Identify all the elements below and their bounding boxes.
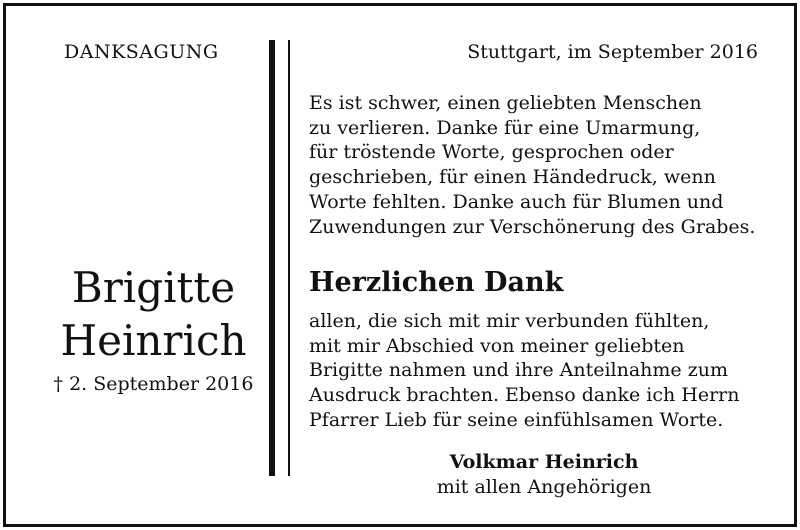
death-date: † 2. September 2016	[53, 373, 254, 395]
deceased-first-name: Brigitte	[71, 263, 236, 312]
text-line: für tröstende Worte, gesprochen oder	[309, 141, 674, 164]
signature-block	[309, 450, 779, 500]
text-line: Worte fehlten. Danke auch für Blumen und	[309, 190, 724, 213]
notice-heading: DANKSAGUNG	[64, 41, 219, 63]
deceased-last-name: Heinrich	[60, 316, 247, 365]
text-line: mit mir Abschied von meiner geliebten	[309, 334, 685, 357]
text-line: Ausdruck brachten. Ebenso danke ich Herrn	[309, 384, 740, 407]
divider-thin	[288, 40, 290, 476]
deceased-name	[46, 261, 261, 367]
text-line: Es ist schwer, einen geliebten Menschen	[309, 92, 702, 114]
signer-note: mit allen Angehörigen	[436, 476, 652, 498]
obituary-notice	[3, 3, 797, 527]
text-line: Zuwendungen zur Verschönerung des Grabes.	[309, 215, 756, 238]
signer-name: Volkmar Heinrich	[449, 451, 639, 473]
text-line: Brigitte nahmen und ihre Anteilnahme zum	[309, 359, 728, 382]
text-line: allen, die sich mit mir verbunden fühlten,	[309, 310, 710, 332]
paragraph-intro	[309, 91, 779, 239]
text-line: geschrieben, für einen Händedruck, wenn	[309, 166, 716, 189]
divider-thick	[269, 40, 275, 476]
thanks-title: Herzlichen Dank	[309, 267, 564, 298]
paragraph-thanks	[309, 309, 779, 433]
text-line: zu verlieren. Danke für eine Umarmung,	[309, 116, 701, 139]
text-line: Pfarrer Lieb für seine einfühlsamen Worte.	[309, 408, 724, 431]
place-date: Stuttgart, im September 2016	[467, 41, 758, 63]
